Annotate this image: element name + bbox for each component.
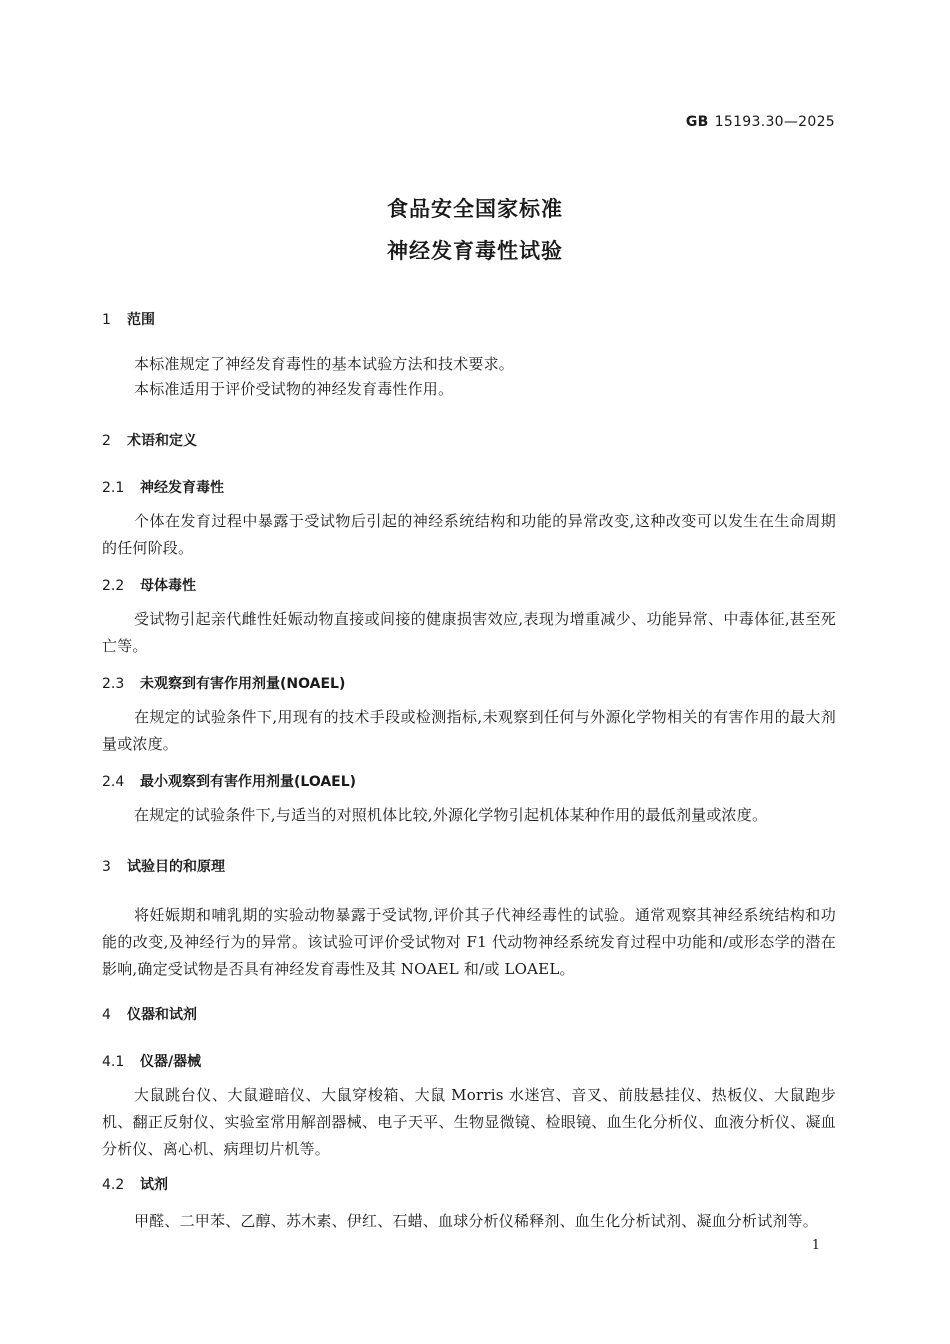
section-title: 术语和定义 [127, 433, 197, 449]
subsection-heading-2-1 [102, 477, 224, 497]
subsection-title: 神经发育毒性 [140, 480, 224, 496]
document-title-line1: 食品安全国家标准 [387, 197, 563, 221]
subsection-heading-2-2 [102, 575, 196, 595]
section-number: 3 [102, 859, 111, 875]
section-heading-3 [102, 856, 225, 876]
subsection-heading-4-1 [102, 1051, 201, 1071]
subsection-number: 2.4 [102, 774, 125, 790]
document-title-line2: 神经发育毒性试验 [387, 239, 563, 263]
standard-prefix: GB [685, 114, 709, 130]
section-number: 4 [102, 1007, 111, 1023]
subsection-title: 母体毒性 [140, 578, 196, 594]
subsection-2-1-paragraph: 个体在发育过程中暴露于受试物后引起的神经系统结构和功能的异常改变,这种改变可以发生在生命周期的任何阶段。 [102, 512, 836, 557]
standard-number: 15193.30—2025 [714, 114, 835, 130]
subsection-number: 2.1 [102, 480, 125, 496]
subsection-title: 最小观察到有害作用剂量(LOAEL) [140, 774, 357, 790]
subsection-number: 4.1 [102, 1054, 125, 1070]
subsection-heading-2-3 [102, 673, 345, 693]
subsection-2-4-paragraph: 在规定的试验条件下,与适当的对照机体比较,外源化学物引起机体某种作用的最低剂量或浓度。 [134, 806, 768, 824]
section-heading-2 [102, 430, 197, 450]
subsection-number: 4.2 [102, 1177, 125, 1193]
section-title: 试验目的和原理 [127, 859, 225, 875]
subsection-2-2-paragraph: 受试物引起亲代雌性妊娠动物直接或间接的健康损害效应,表现为增重减少、功能异常、中毒体征,甚至死亡等。 [102, 610, 836, 655]
subsection-number: 2.3 [102, 676, 125, 692]
subsection-title: 仪器/器械 [140, 1054, 202, 1070]
section-1-paragraph-1: 本标准规定了神经发育毒性的基本试验方法和技术要求。 [134, 355, 515, 373]
subsection-heading-2-4 [102, 771, 356, 791]
subsection-heading-4-2 [102, 1174, 168, 1194]
page-number: 1 [811, 1238, 820, 1253]
section-title: 仪器和试剂 [127, 1007, 197, 1023]
section-title: 范围 [127, 312, 155, 328]
section-heading-1 [102, 309, 155, 329]
subsection-title: 未观察到有害作用剂量(NOAEL) [140, 676, 346, 692]
subsection-4-2-paragraph: 甲醛、二甲苯、乙醇、苏木素、伊红、石蜡、血球分析仪稀释剂、血生化分析试剂、凝血分析试剂等。 [134, 1212, 819, 1230]
section-3-paragraph: 将妊娠期和哺乳期的实验动物暴露于受试物,评价其子代神经毒性的试验。通常观察其神经系统结构和功能的改变,及神经行为的异常。该试验可评价受试物对 F1 代动物神经系统发育过程中功能和/或形态学的潜在影响,确定受试物是否具有神经发育毒性及其 NOAEL 和/或 LOAEL。 [102, 906, 836, 978]
subsection-2-3-paragraph: 在规定的试验条件下,用现有的技术手段或检测指标,未观察到任何与外源化学物相关的有害作用的最大剂量或浓度。 [102, 708, 836, 753]
subsection-number: 2.2 [102, 578, 125, 594]
subsection-title: 试剂 [140, 1177, 168, 1193]
section-1-paragraph-2: 本标准适用于评价受试物的神经发育毒性作用。 [134, 380, 454, 398]
section-number: 2 [102, 433, 111, 449]
section-heading-4 [102, 1004, 197, 1024]
subsection-4-1-paragraph: 大鼠跳台仪、大鼠避暗仪、大鼠穿梭箱、大鼠 Morris 水迷宫、音叉、前肢悬挂仪、热板仪、大鼠跑步机、翻正反射仪、实验室常用解剖器械、电子天平、生物显微镜、检眼镜、血生化分析仪、血液分析仪、凝血分析仪、离心机、病理切片机等。 [102, 1086, 836, 1158]
section-number: 1 [102, 312, 111, 328]
standard-code [686, 114, 835, 130]
